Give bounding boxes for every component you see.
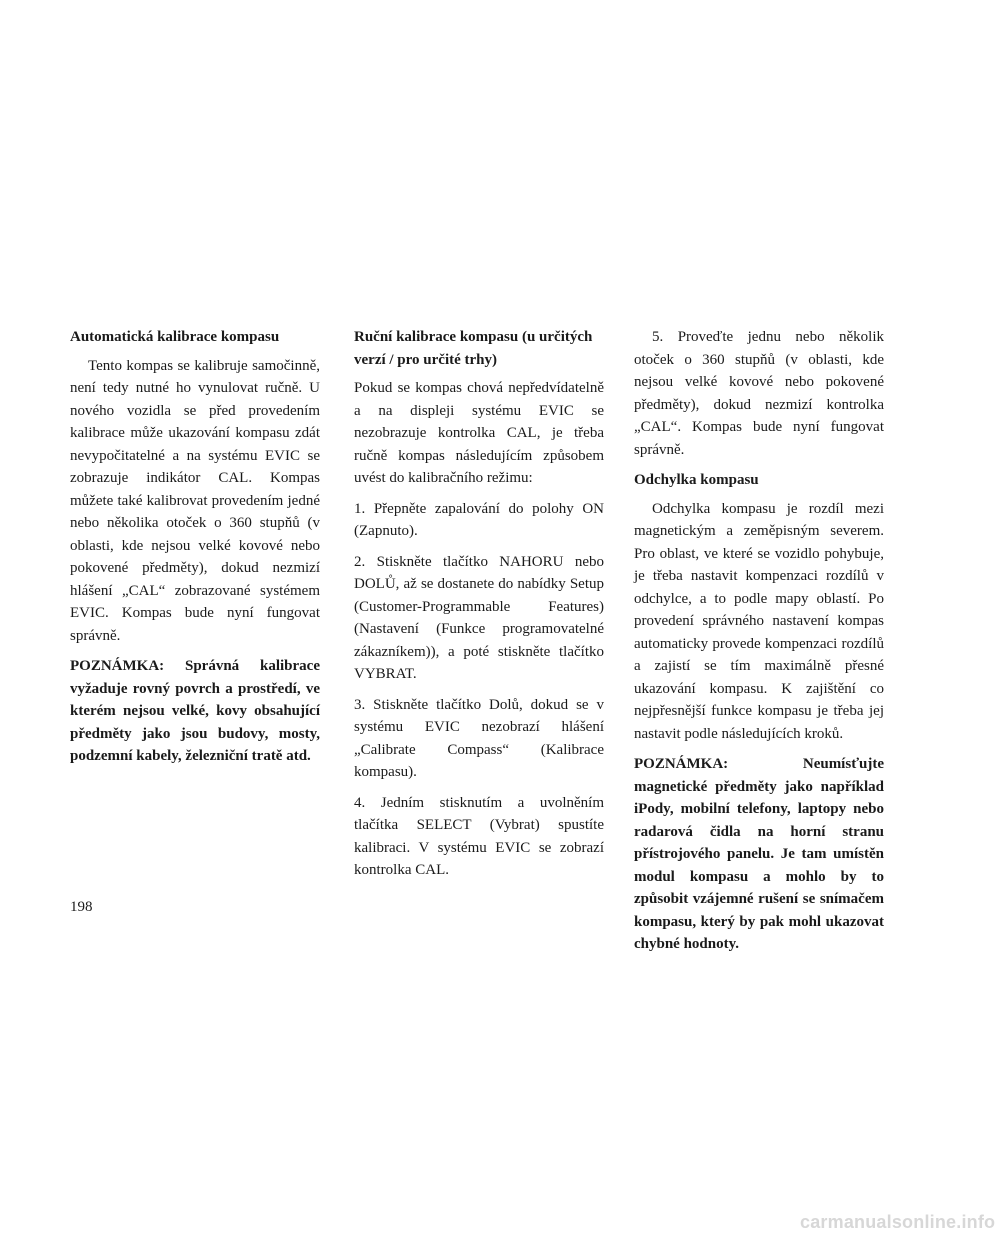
note-calibration-conditions: POZNÁMKA: Správná kalibrace vyžaduje rovný povrch a prostředí, ve kterém nejsou velké, kovy obsahující předměty jako jsou budovy, mosty, podzemní kabely, železniční tratě atd. bbox=[70, 658, 320, 764]
paragraph-manual-intro: Pokud se kompas chová nepředvídatelně a na displeji systému EVIC se nezobrazuje kontrolka CAL, je třeba ručně kompas následujícím způsobem uvést do kalibračního režimu: bbox=[354, 380, 604, 486]
step-5: 5. Proveďte jednu nebo několik otoček o 360 stupňů (v oblasti, kde nejsou velké kovové nebo pokovené předměty), dokud nezmizí kontrolka „CAL“. Kompas bude nyní fungovat správně. bbox=[634, 329, 884, 458]
step-1: 1. Přepněte zapalování do polohy ON (Zapnuto). bbox=[354, 500, 604, 539]
heading-manual-calibration: Ruční kalibrace kompasu (u určitých verzí / pro určité trhy) bbox=[354, 329, 593, 368]
paragraph-compass-variance: Odchylka kompasu je rozdíl mezi magnetickým a zeměpisným severem. Pro oblast, ve které se vozidlo pohybuje, je třeba nastavit kompenzaci rozdílů v odchylce, a to podle mapy oblastí. Po provedení správného nastavení kompas automaticky provede kompenzaci rozdílů a zajistí se tím maximálně přesné ukazování kompasu. K zajištění co nejpřesnější funkce kompasu je třeba jej nastavit podle následujících kroků. bbox=[634, 500, 884, 742]
watermark: carmanualsonline.info bbox=[800, 1212, 995, 1232]
heading-compass-variance: Odchylka kompasu bbox=[634, 472, 759, 488]
column-left bbox=[70, 326, 320, 776]
step-4: 4. Jedním stisknutím a uvolněním tlačítka SELECT (Vybrat) spustíte kalibraci. V systému EVIC se zobrazí kontrolka CAL. bbox=[354, 794, 604, 878]
step-3: 3. Stiskněte tlačítko Dolů, dokud se v systému EVIC nezobrazí hlášení „Calibrate Compass“ (Kalibrace kompasu). bbox=[354, 696, 604, 780]
paragraph-automatic-calibration: Tento kompas se kalibruje samočinně, není tedy nutné ho vynulovat ručně. U nového vozidla se před provedením kalibrace může ukazování kompasu zdát nevypočitatelné a na systému EVIC se zobrazuje indikátor CAL. Kompas můžete také kalibrovat provedením jedné nebo několika otoček o 360 stupňů (v oblasti, kde nejsou velké kovové nebo pokovené předměty), dokud nezmizí hlášení „CAL“ zobrazované systémem EVIC. Kompas bude nyní fungovat správně. bbox=[70, 357, 320, 644]
note-magnetic-objects: POZNÁMKA: Neumísťujte magnetické předměty jako například iPody, mobilní telefony, laptopy nebo radarová čidla na horní stranu přístrojového panelu. Je tam umístěn modul kompasu a mohlo by to způsobit vzájemné rušení se snímačem kompasu, který by pak mohl ukazovat chybné hodnoty. bbox=[634, 756, 884, 952]
column-middle bbox=[354, 326, 604, 890]
page-number: 198 bbox=[70, 899, 93, 915]
heading-automatic-calibration: Automatická kalibrace kompasu bbox=[70, 329, 280, 345]
step-2: 2. Stiskněte tlačítko NAHORU nebo DOLŮ, až se dostanete do nabídky Setup (Customer-Programmable Features) (Nastavení (Funkce programovatelné zákazníkem)), a poté stiskněte tlačítko VYBRAT. bbox=[354, 553, 604, 682]
column-right bbox=[634, 326, 884, 964]
